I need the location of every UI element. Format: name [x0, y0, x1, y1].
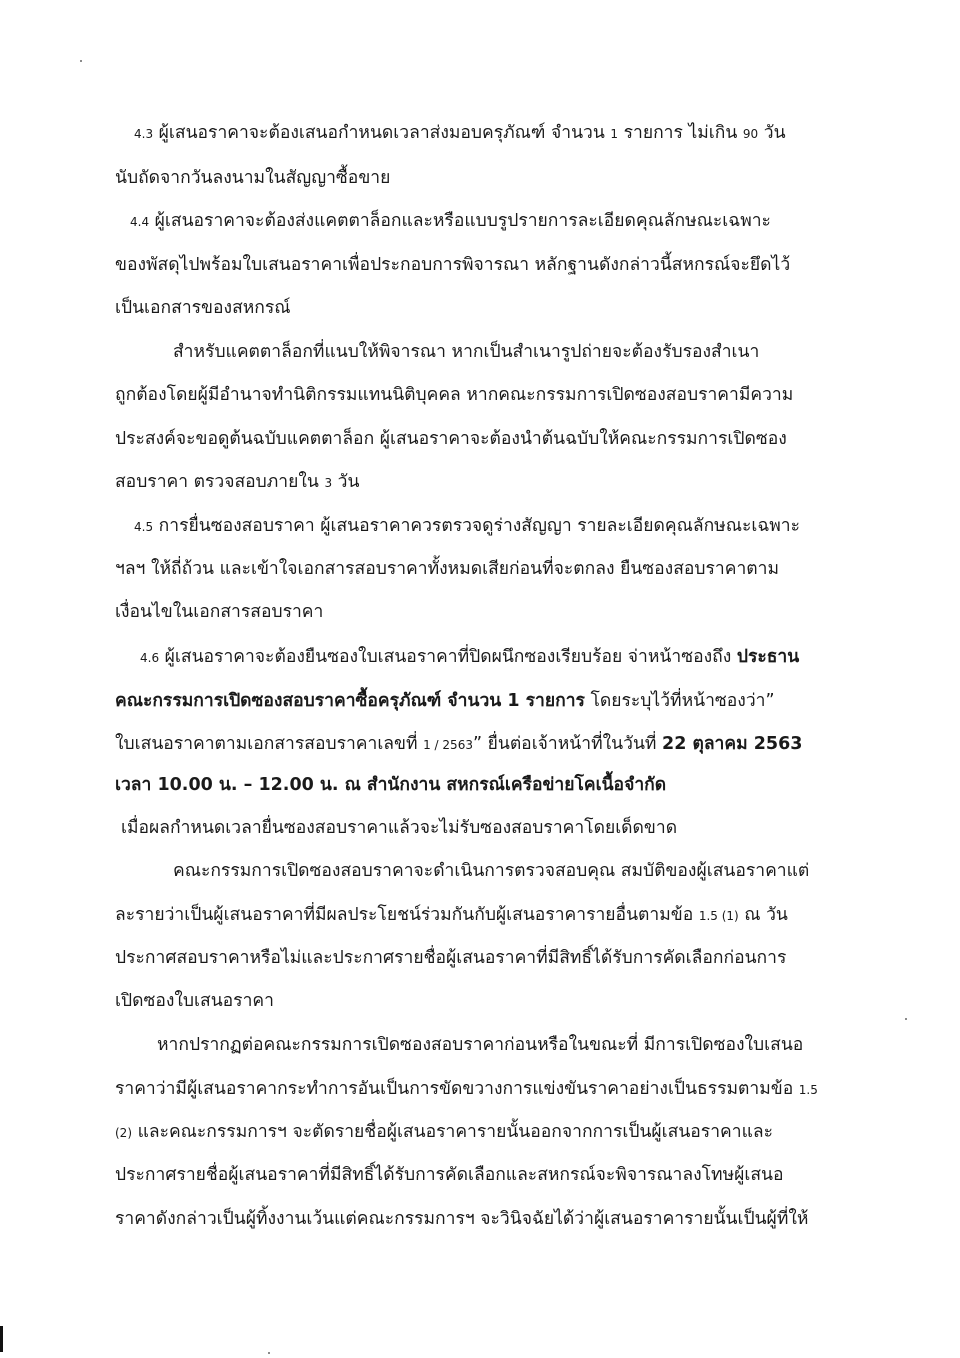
para-4-4-line-3: เป็นเอกสารของสหกรณ์ [115, 298, 291, 318]
obstruction-para-line-3: (2) และคณะกรรมการฯ จะตัดรายชื่อผู้เสนอราคารายนั้นออกจากการเป็นผู้เสนอราคาและ [115, 1122, 773, 1142]
para-4-4-line-1: 4.4 ผู้เสนอราคาจะต้องส่งแคตตาล็อกและหรือแบบรูปรายการละเอียดคุณลักษณะเฉพาะ [130, 211, 771, 231]
para-4-4-line-2: ของพัสดุไปพร้อมใบเสนอราคาเพื่อประกอบการพิจารณา หลักฐานดังกล่าวนี้สหกรณ์จะยึดไว้ [115, 255, 791, 275]
obstruction-para-line-4: ประกาศรายชื่อผู้เสนอราคาที่มีสิทธิ์ได้รับการคัดเลือกและสหกรณ์จะพิจารณาลงโทษผู้เสนอ [115, 1165, 784, 1185]
obstruction-para-line-5: ราคาดังกล่าวเป็นผู้ทิ้งงานเว้นแต่คณะกรรมการฯ จะวินิจฉัยได้ว่าผู้เสนอราคารายนั้นเป็นผู้ที่ให้ [115, 1209, 809, 1229]
catalog-para-line-3: ประสงค์จะขอดูต้นฉบับแคตตาล็อก ผู้เสนอราคาจะต้องนำต้นฉบับให้คณะกรรมการเปิดซอง [115, 429, 787, 449]
scan-edge-mark [0, 1326, 3, 1352]
scan-speck [80, 60, 82, 62]
catalog-para-line-1: สำหรับแคตตาล็อกที่แนบให้พิจารณา หากเป็นสำเนารูปถ่ายจะต้องรับรองสำเนา [173, 342, 760, 362]
qualification-para-line-4: เปิดซองใบเสนอราคา [115, 991, 274, 1011]
scan-speck [905, 1018, 907, 1020]
para-4-5-line-3: เงื่อนไขในเอกสารสอบราคา [115, 602, 324, 622]
deadline-line: เมื่อผลกำหนดเวลายื่นซองสอบราคาแล้วจะไม่รับซองสอบราคาโดยเด็ดขาด [121, 818, 678, 838]
para-4-3-line-2: นับถัดจากวันลงนามในสัญญาซื้อขาย [115, 168, 391, 188]
scan-speck [268, 1352, 270, 1354]
qualification-para-line-3: ประกาศสอบราคาหรือไม่และประกาศรายชื่อผู้เสนอราคาที่มีสิทธิ์ได้รับการคัดเลือกก่อนการ [115, 948, 787, 968]
para-4-3-line-1: 4.3 ผู้เสนอราคาจะต้องเสนอกำหนดเวลาส่งมอบครุภัณฑ์ จำนวน 1 รายการ ไม่เกิน 90 วัน [134, 123, 786, 143]
para-4-6-line-4: เวลา 10.00 น. – 12.00 น. ณ สำนักงาน สหกรณ์เครือข่ายโคเนื้อจำกัด [115, 775, 667, 795]
catalog-para-line-4: สอบราคา ตรวจสอบภายใน 3 วัน [115, 472, 360, 492]
para-4-6-line-2: คณะกรรมการเปิดซองสอบราคาซื้อครุภัณฑ์ จำนวน 1 รายการ โดยระบุไว้ที่หน้าซองว่า” [115, 691, 775, 711]
qualification-para-line-1: คณะกรรมการเปิดซองสอบราคาจะดำเนินการตรวจสอบคุณ สมบัติของผู้เสนอราคาแต่ [173, 861, 810, 881]
para-4-5-line-1: 4.5 การยื่นซองสอบราคา ผู้เสนอราคาควรตรวจดูร่างสัญญา รายละเอียดคุณลักษณะเฉพาะ [134, 516, 801, 536]
para-4-6-line-3: ใบเสนอราคาตามเอกสารสอบราคาเลขที่ 1 / 2563” ยื่นต่อเจ้าหน้าที่ในวันที่ 22 ตุลาคม 2563 [115, 734, 803, 754]
para-4-6-line-1: 4.6 ผู้เสนอราคาจะต้องยืนซองใบเสนอราคาที่ปิดผนึกซองเรียบร้อย จ่าหน้าซองถึง ประธาน [140, 647, 800, 667]
catalog-para-line-2: ถูกต้องโดยผู้มีอำนาจทำนิติกรรมแทนนิติบุคคล หากคณะกรรมการเปิดซองสอบราคามีความ [115, 385, 794, 405]
obstruction-para-line-1: หากปรากฏต่อคณะกรรมการเปิดซองสอบราคาก่อนหรือในขณะที่ มีการเปิดซองใบเสนอ [157, 1035, 804, 1055]
obstruction-para-line-2: ราคาว่ามีผู้เสนอราคากระทำการอันเป็นการขัดขวางการแข่งขันราคาอย่างเป็นธรรมตามข้อ 1.5 [115, 1079, 818, 1099]
qualification-para-line-2: ละรายว่าเป็นผู้เสนอราคาที่มีผลประโยชน์ร่วมกันกับผู้เสนอราคารายอื่นตามข้อ 1.5 (1) ณ วัน [115, 905, 788, 925]
para-4-5-line-2: ฯลฯ ให้ถี่ถ้วน และเข้าใจเอกสารสอบราคาทั้งหมดเสียก่อนที่จะตกลง ยืนซองสอบราคาตาม [115, 559, 780, 579]
